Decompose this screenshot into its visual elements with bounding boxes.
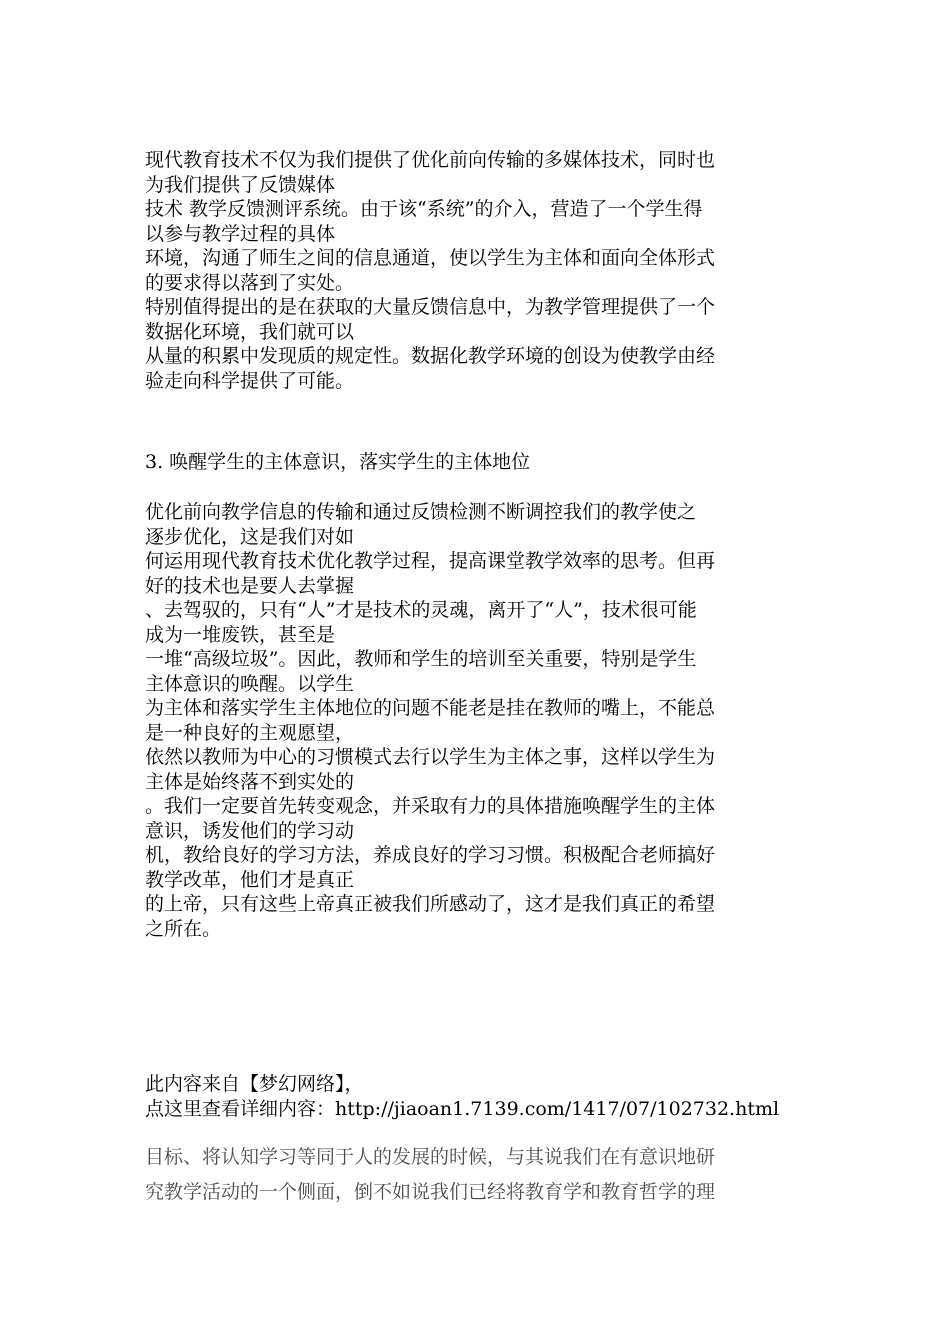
paragraph-line: 主体意识的唤醒。以学生 — [145, 672, 355, 695]
paragraph-line: 主体是始终落不到实处的 — [145, 770, 355, 793]
paragraph-line: 逐步优化，这是我们对如 — [145, 525, 355, 548]
paragraph-line: 是一种良好的主观愿望， — [145, 721, 355, 744]
source-label: 此内容来自【梦幻网络】， — [145, 1073, 364, 1095]
footer-excerpt — [145, 1140, 810, 1210]
paragraph-line: 数据化环境，我们就可以 — [145, 320, 355, 343]
paragraph-line: 成为一堆废铁，甚至是 — [145, 623, 336, 646]
paragraph-line: 以参与教学过程的具体 — [145, 222, 336, 245]
section-heading-text: 3. 唤醒学生的主体意识，落实学生的主体地位 — [145, 451, 531, 473]
paragraph-line: 现代教育技术不仅为我们提供了优化前向传输的多媒体技术，同时也 — [145, 149, 716, 171]
paragraph-line: 技术 教学反馈测评系统。由于该“系统”的介入，营造了一个学生得 — [145, 198, 703, 220]
paragraph-line: 、去驾驭的，只有“人”才是技术的灵魂，离开了“人”，技术很可能 — [145, 599, 697, 621]
footer-line: 究教学活动的一个侧面，倒不如说我们已经将教育学和教育哲学的理 — [145, 1181, 716, 1203]
paragraph-line: 。我们一定要首先转变观念，并采取有力的具体措施唤醒学生的主体 — [145, 795, 716, 817]
paragraph-awaken-student-subjectivity — [145, 500, 810, 941]
paragraph-line: 机，教给良好的学习方法，养成良好的学习习惯。积极配合老师搞好 — [145, 844, 716, 866]
paragraph-line: 特别值得提出的是在获取的大量反馈信息中，为教学管理提供了一个 — [145, 296, 716, 318]
paragraph-line: 意识，诱发他们的学习动 — [145, 819, 355, 842]
paragraph-line: 之所在。 — [145, 917, 222, 940]
paragraph-line: 验走向科学提供了可能。 — [145, 369, 355, 392]
paragraph-line: 教学改革，他们才是真正 — [145, 868, 355, 891]
paragraph-line: 为主体和落实学生主体地位的问题不能老是挂在教师的嘴上，不能总 — [145, 697, 716, 719]
paragraph-line: 从量的积累中发现质的规定性。数据化教学环境的创设为使教学由经 — [145, 345, 716, 367]
source-attribution — [145, 1072, 810, 1122]
paragraph-line: 优化前向教学信息的传输和通过反馈检测不断调控我们的教学使之 — [145, 501, 697, 523]
footer-line: 目标、将认知学习等同于人的发展的时候，与其说我们在有意识地研 — [145, 1146, 716, 1168]
paragraph-line: 依然以教师为中心的习惯模式去行以学生为主体之事，这样以学生为 — [145, 746, 716, 768]
paragraph-line: 一堆“高级垃圾”。因此，教师和学生的培训至关重要，特别是学生 — [145, 648, 697, 670]
paragraph-line: 何运用现代教育技术优化教学过程，提高课堂教学效率的思考。但再 — [145, 550, 716, 572]
paragraph-modern-education-technology — [145, 148, 810, 393]
paragraph-line: 好的技术也是要人去掌握 — [145, 574, 355, 597]
paragraph-line: 的上帝，只有这些上帝真正被我们所感动了，这才是我们真正的希望 — [145, 893, 716, 915]
paragraph-line: 环境，沟通了师生之间的信息通道，使以学生为主体和面向全体形式 — [145, 247, 716, 269]
source-link[interactable]: 点这里查看详细内容：http://jiaoan1.7139.com/1417/07/102732.html — [145, 1098, 780, 1120]
paragraph-line: 为我们提供了反馈媒体 — [145, 173, 336, 196]
paragraph-line: 的要求得以落到了实处。 — [145, 271, 355, 294]
section-heading — [145, 450, 810, 474]
